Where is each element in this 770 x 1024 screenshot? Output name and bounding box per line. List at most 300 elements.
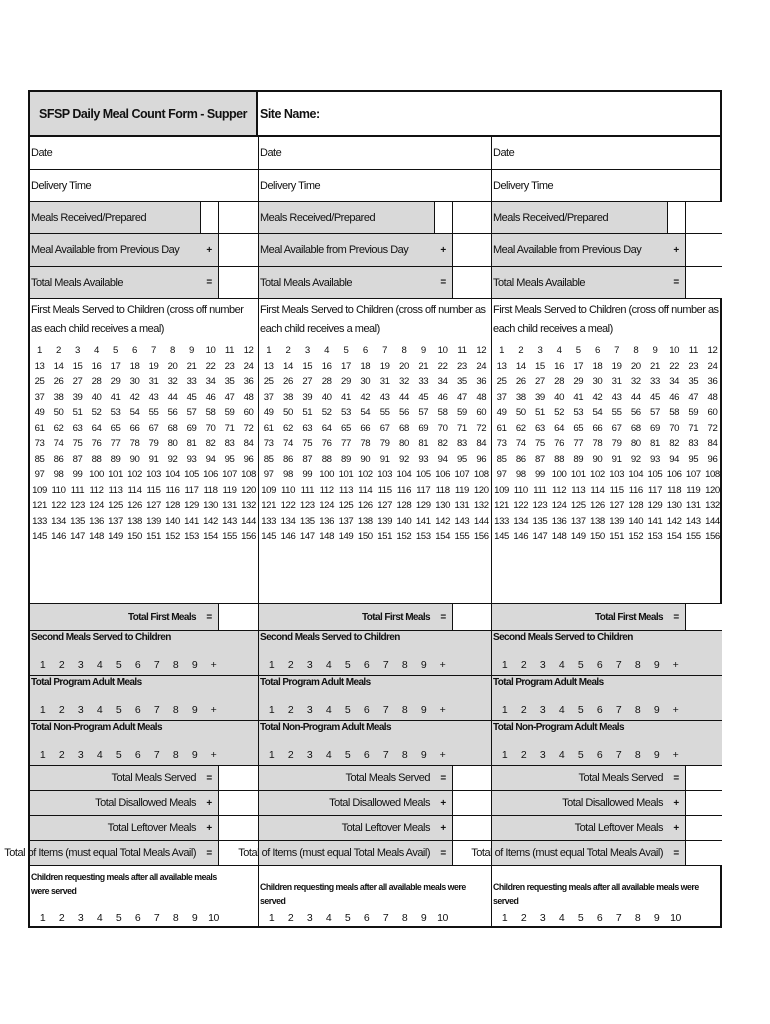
meal-number-cell[interactable]: 132 (241, 500, 256, 512)
count-number[interactable]: 4 (558, 659, 565, 671)
meal-number-cell[interactable]: 53 (573, 407, 584, 419)
meal-number-cell[interactable]: 48 (707, 391, 718, 403)
meal-number-cell[interactable]: 90 (360, 453, 371, 465)
count-number[interactable]: 7 (382, 749, 389, 761)
meal-number-cell[interactable]: 12 (707, 345, 718, 357)
meal-number-cell[interactable]: 97 (496, 469, 507, 481)
count-number[interactable]: 4 (558, 704, 565, 716)
meal-number-cell[interactable]: 145 (494, 531, 509, 543)
meal-number-cell[interactable]: 138 (590, 515, 605, 527)
count-number[interactable]: 2 (520, 659, 527, 671)
meal-number-cell[interactable]: 103 (146, 469, 161, 481)
meal-number-cell[interactable]: 30 (592, 376, 603, 388)
count-number[interactable]: 9 (653, 659, 660, 671)
meal-number-cell[interactable]: 119 (686, 484, 701, 496)
meal-number-cell[interactable]: 84 (707, 438, 718, 450)
meal-number-cell[interactable]: 95 (457, 453, 467, 465)
meal-number-cell[interactable]: 28 (321, 376, 332, 388)
meal-number-cell[interactable]: 132 (473, 500, 489, 512)
meal-number-cell[interactable]: 40 (554, 391, 565, 403)
count-number[interactable]: 7 (153, 912, 160, 924)
meal-number-cell[interactable]: 100 (89, 469, 104, 481)
program-adult-numbers[interactable] (30, 700, 258, 720)
count-number[interactable]: 1 (39, 659, 46, 671)
meal-number-cell[interactable]: 14 (515, 360, 526, 372)
meal-number-cell[interactable]: 66 (360, 422, 371, 434)
meal-number-cell[interactable]: 80 (630, 438, 641, 450)
count-number[interactable]: 8 (172, 704, 179, 716)
count-number[interactable]: 9 (191, 749, 198, 761)
meal-number-cell[interactable]: 52 (554, 407, 565, 419)
count-number[interactable]: 8 (634, 659, 641, 671)
total-served-input[interactable] (218, 766, 258, 790)
meal-number-cell[interactable]: 34 (669, 376, 680, 388)
meal-number-cell[interactable]: 31 (379, 376, 390, 388)
count-number[interactable]: 9 (420, 704, 427, 716)
meal-number-cell[interactable]: 143 (454, 515, 470, 527)
meal-number-cell[interactable]: 118 (667, 484, 682, 496)
meal-number-cell[interactable]: 55 (379, 407, 390, 419)
meal-number-cell[interactable]: 13 (496, 360, 507, 372)
meal-number-cell[interactable]: 81 (418, 438, 429, 450)
meal-number-cell[interactable]: 73 (34, 438, 45, 450)
meal-number-cell[interactable]: 77 (110, 438, 121, 450)
meal-number-cell[interactable]: 33 (418, 376, 429, 388)
count-number[interactable]: 3 (539, 912, 546, 924)
count-number[interactable]: 7 (153, 749, 160, 761)
meal-number-cell[interactable]: 133 (261, 515, 277, 527)
meal-number-cell[interactable]: 28 (554, 376, 565, 388)
meal-number-cell[interactable]: 62 (53, 422, 64, 434)
meal-number-cell[interactable]: 58 (205, 407, 216, 419)
date-row[interactable] (259, 137, 491, 170)
meal-number-cell[interactable]: 143 (222, 515, 237, 527)
meal-number-cell[interactable]: 34 (205, 376, 216, 388)
meal-number-cell[interactable]: 12 (243, 345, 254, 357)
meal-number-cell[interactable]: 139 (146, 515, 161, 527)
meal-number-cell[interactable]: 106 (666, 469, 682, 481)
meal-number-cell[interactable]: 68 (399, 422, 409, 434)
meal-number-cell[interactable]: 137 (338, 515, 354, 527)
meal-number-cell[interactable]: 156 (473, 531, 489, 543)
count-number[interactable]: 9 (653, 749, 660, 761)
meal-number-cell[interactable]: 23 (688, 360, 699, 372)
meal-number-cell[interactable]: 117 (184, 484, 199, 496)
meal-number-cell[interactable]: 33 (650, 376, 660, 388)
count-number[interactable]: 4 (558, 749, 565, 761)
meal-number-cell[interactable]: 88 (91, 453, 102, 465)
date-row[interactable] (492, 137, 722, 170)
meal-number-cell[interactable]: 11 (688, 345, 698, 357)
meal-number-cell[interactable]: 121 (32, 500, 47, 512)
meal-number-cell[interactable]: 151 (609, 531, 625, 543)
meal-number-cell[interactable]: 66 (592, 422, 603, 434)
delivery-time-row[interactable] (30, 170, 258, 202)
count-number[interactable]: 6 (596, 659, 603, 671)
meal-number-cell[interactable]: 111 (300, 484, 315, 496)
meal-number-cell[interactable]: 151 (146, 531, 161, 543)
count-number[interactable]: 2 (58, 659, 65, 671)
count-number[interactable]: 5 (577, 912, 584, 924)
meal-number-cell[interactable]: 71 (224, 422, 235, 434)
meal-number-cell[interactable]: 79 (379, 438, 390, 450)
meal-number-cell[interactable]: 86 (53, 453, 64, 465)
meal-number-cell[interactable]: 16 (91, 360, 102, 372)
meal-number-cell[interactable]: 118 (203, 484, 218, 496)
meal-number-cell[interactable]: 152 (628, 531, 644, 543)
meal-number-cell[interactable]: 7 (614, 345, 620, 357)
meal-number-cell[interactable]: 111 (533, 484, 547, 496)
meal-number-cell[interactable]: 130 (666, 500, 682, 512)
delivery-time-row[interactable] (492, 170, 722, 202)
count-number[interactable]: 1 (501, 659, 508, 671)
meal-number-cell[interactable]: 51 (302, 407, 313, 419)
meal-number-cell[interactable]: 125 (108, 500, 123, 512)
meal-number-cell[interactable]: 52 (91, 407, 102, 419)
meal-number-cell[interactable]: 125 (570, 500, 586, 512)
meal-number-cell[interactable]: 78 (592, 438, 603, 450)
count-number[interactable]: 6 (134, 749, 141, 761)
meal-number-cell[interactable]: 151 (377, 531, 393, 543)
meal-number-cell[interactable]: 63 (534, 422, 545, 434)
meal-number-cell[interactable]: 98 (53, 469, 64, 481)
count-number[interactable]: 8 (401, 749, 408, 761)
meal-number-cell[interactable]: 109 (32, 484, 47, 496)
meal-number-cell[interactable]: 50 (515, 407, 526, 419)
meal-number-cell[interactable]: 10 (669, 345, 680, 357)
meal-number-cell[interactable]: 117 (647, 484, 663, 496)
meal-number-cell[interactable]: 135 (299, 515, 315, 527)
meal-number-cell[interactable]: 122 (280, 500, 296, 512)
meal-number-cell[interactable]: 2 (518, 345, 524, 357)
meal-number-cell[interactable]: 102 (357, 469, 373, 481)
meal-number-cell[interactable]: 11 (457, 345, 467, 357)
meal-number-cell[interactable]: 93 (418, 453, 429, 465)
count-number[interactable]: 5 (115, 912, 122, 924)
meal-number-cell[interactable]: 104 (165, 469, 180, 481)
meal-number-cell[interactable]: 29 (110, 376, 121, 388)
meal-number-cell[interactable]: 38 (53, 391, 64, 403)
meal-number-cell[interactable]: 103 (377, 469, 393, 481)
meal-number-cell[interactable]: 142 (666, 515, 682, 527)
meal-number-cell[interactable]: 92 (630, 453, 641, 465)
meal-number-cell[interactable]: 110 (513, 484, 528, 496)
meal-number-cell[interactable]: 93 (186, 453, 197, 465)
meal-number-cell[interactable]: 16 (554, 360, 565, 372)
meal-number-cell[interactable]: 143 (685, 515, 701, 527)
meal-number-cell[interactable]: 112 (552, 484, 567, 496)
meal-number-cell[interactable]: 142 (435, 515, 451, 527)
count-number[interactable]: 10 (670, 912, 681, 924)
meal-number-cell[interactable]: 89 (573, 453, 584, 465)
meal-number-cell[interactable]: 116 (396, 484, 412, 496)
meal-number-cell[interactable]: 74 (53, 438, 64, 450)
meal-number-cell[interactable]: 92 (399, 453, 409, 465)
meal-number-cell[interactable]: 51 (72, 407, 83, 419)
meal-number-cell[interactable]: 56 (399, 407, 409, 419)
meal-number-cell[interactable]: 43 (611, 391, 622, 403)
meal-number-cell[interactable]: 48 (476, 391, 487, 403)
meal-number-cell[interactable]: 2 (56, 345, 61, 357)
meal-number-cell[interactable]: 78 (129, 438, 140, 450)
count-number[interactable]: 7 (615, 749, 622, 761)
meal-number-cell[interactable]: 70 (669, 422, 680, 434)
meal-number-cell[interactable]: 31 (611, 376, 622, 388)
meal-number-cell[interactable]: 107 (222, 469, 237, 481)
meal-number-cell[interactable]: 145 (32, 531, 47, 543)
meal-number-cell[interactable]: 149 (108, 531, 123, 543)
meal-number-cell[interactable]: 42 (592, 391, 603, 403)
children-requesting-numbers[interactable] (259, 908, 491, 928)
meal-number-cell[interactable]: 106 (435, 469, 451, 481)
meal-number-cell[interactable]: 17 (110, 360, 121, 372)
meal-number-cell[interactable]: 69 (418, 422, 429, 434)
meal-number-cell[interactable]: 59 (224, 407, 235, 419)
meal-number-cell[interactable]: 4 (324, 345, 330, 357)
meal-number-cell[interactable]: 71 (457, 422, 467, 434)
meal-number-cell[interactable]: 78 (360, 438, 371, 450)
meal-number-cell[interactable]: 97 (263, 469, 274, 481)
meal-number-cell[interactable]: 39 (534, 391, 545, 403)
delivery-time-row[interactable] (259, 170, 491, 202)
meal-number-cell[interactable]: 134 (280, 515, 296, 527)
count-number[interactable]: 2 (58, 749, 65, 761)
meal-number-cell[interactable]: 50 (283, 407, 293, 419)
meal-number-cell[interactable]: 148 (89, 531, 104, 543)
meal-number-cell[interactable]: 51 (534, 407, 545, 419)
meal-number-cell[interactable]: 55 (611, 407, 622, 419)
meal-number-cell[interactable]: 95 (688, 453, 699, 465)
meal-number-cell[interactable]: 31 (148, 376, 159, 388)
meal-number-cell[interactable]: 41 (110, 391, 121, 403)
meal-number-cell[interactable]: 59 (457, 407, 467, 419)
meal-number-cell[interactable]: 39 (302, 391, 313, 403)
meals-received-input[interactable] (218, 202, 258, 233)
meal-number-cell[interactable]: 50 (53, 407, 64, 419)
meal-number-cell[interactable]: 42 (129, 391, 140, 403)
meal-number-cell[interactable]: 119 (454, 484, 469, 496)
meal-number-cell[interactable]: 127 (146, 500, 161, 512)
meal-number-cell[interactable]: 72 (243, 422, 254, 434)
meal-number-cell[interactable]: 121 (494, 500, 509, 512)
meal-number-cell[interactable]: 29 (573, 376, 584, 388)
meal-number-cell[interactable]: 18 (129, 360, 140, 372)
meal-number-cell[interactable]: 10 (437, 345, 448, 357)
meal-number-cell[interactable]: 112 (89, 484, 104, 496)
meal-number-cell[interactable]: 22 (437, 360, 448, 372)
meal-number-cell[interactable]: 20 (399, 360, 409, 372)
meal-number-cell[interactable]: 6 (594, 345, 600, 357)
meal-number-cell[interactable]: 76 (91, 438, 102, 450)
meal-number-cell[interactable]: 57 (418, 407, 429, 419)
count-number[interactable]: 5 (344, 704, 351, 716)
meal-number-cell[interactable]: 129 (647, 500, 663, 512)
meal-number-cell[interactable]: 100 (319, 469, 335, 481)
count-number[interactable]: 8 (634, 912, 641, 924)
meal-number-cell[interactable]: 101 (108, 469, 123, 481)
meal-number-cell[interactable]: 147 (70, 531, 85, 543)
meal-number-cell[interactable]: 99 (72, 469, 83, 481)
meal-number-cell[interactable]: 67 (148, 422, 159, 434)
meal-number-cell[interactable]: 145 (261, 531, 277, 543)
meal-number-cell[interactable]: 124 (551, 500, 567, 512)
children-requesting-numbers[interactable] (492, 908, 722, 928)
meal-number-cell[interactable]: 32 (630, 376, 641, 388)
meal-number-cell[interactable]: 53 (110, 407, 121, 419)
program-adult-numbers[interactable] (492, 700, 722, 720)
meal-number-cell[interactable]: 73 (496, 438, 507, 450)
count-number[interactable]: 8 (172, 659, 179, 671)
meal-number-cell[interactable]: 46 (669, 391, 680, 403)
total-disallowed-input[interactable] (452, 791, 491, 815)
meal-number-cell[interactable]: 115 (377, 484, 392, 496)
meal-number-cell[interactable]: 141 (647, 515, 663, 527)
meal-number-cell[interactable]: 14 (283, 360, 293, 372)
meal-number-cell[interactable]: 132 (705, 500, 720, 512)
meal-number-cell[interactable]: 97 (34, 469, 45, 481)
meal-number-cell[interactable]: 57 (186, 407, 197, 419)
meal-number-cell[interactable]: 126 (357, 500, 373, 512)
count-number[interactable]: 8 (401, 912, 408, 924)
meal-number-cell[interactable]: 91 (148, 453, 159, 465)
meal-number-cell[interactable]: 99 (302, 469, 313, 481)
meal-number-cell[interactable]: 135 (532, 515, 548, 527)
meal-number-cell[interactable]: 32 (167, 376, 178, 388)
meal-number-cell[interactable]: 108 (705, 469, 720, 481)
meal-number-cell[interactable]: 147 (299, 531, 315, 543)
meal-number-cell[interactable]: 84 (476, 438, 487, 450)
meal-number-cell[interactable]: 87 (534, 453, 545, 465)
meal-number-cell[interactable]: 60 (476, 407, 487, 419)
meal-number-cell[interactable]: 5 (113, 345, 118, 357)
meal-number-cell[interactable]: 88 (554, 453, 565, 465)
count-number[interactable]: 7 (382, 912, 389, 924)
meal-number-cell[interactable]: 44 (399, 391, 409, 403)
meal-number-cell[interactable]: 9 (189, 345, 194, 357)
meal-number-cell[interactable]: 104 (628, 469, 644, 481)
meal-number-cell[interactable]: 83 (224, 438, 235, 450)
meal-number-cell[interactable]: 67 (379, 422, 390, 434)
meal-number-cell[interactable]: 85 (263, 453, 274, 465)
count-number[interactable]: 2 (520, 749, 527, 761)
meal-number-cell[interactable]: 141 (415, 515, 431, 527)
meal-number-cell[interactable]: 102 (127, 469, 142, 481)
meal-number-cell[interactable]: 44 (630, 391, 641, 403)
meal-number-cell[interactable]: 18 (592, 360, 603, 372)
meal-number-cell[interactable]: 57 (650, 407, 660, 419)
meal-number-cell[interactable]: 26 (515, 376, 526, 388)
meal-number-cell[interactable]: 98 (515, 469, 526, 481)
meal-number-cell[interactable]: 141 (184, 515, 199, 527)
meal-number-cell[interactable]: 48 (243, 391, 254, 403)
meal-number-cell[interactable]: 18 (360, 360, 371, 372)
meal-number-cell[interactable]: 46 (437, 391, 448, 403)
meal-number-cell[interactable]: 126 (590, 500, 605, 512)
meal-number-cell[interactable]: 74 (283, 438, 293, 450)
meal-number-cell[interactable]: 130 (435, 500, 451, 512)
count-number[interactable]: 5 (344, 912, 351, 924)
meal-number-cell[interactable]: 3 (537, 345, 543, 357)
meal-number-cell[interactable]: 114 (590, 484, 605, 496)
meal-number-cell[interactable]: 61 (263, 422, 274, 434)
count-number[interactable]: 4 (96, 659, 103, 671)
meal-number-cell[interactable]: 72 (476, 422, 487, 434)
meal-number-cell[interactable]: 55 (148, 407, 159, 419)
meal-number-cell[interactable]: 82 (205, 438, 216, 450)
meal-number-cell[interactable]: 9 (420, 345, 426, 357)
count-number[interactable]: 2 (287, 912, 294, 924)
count-number[interactable]: 7 (382, 704, 389, 716)
meal-number-cell[interactable]: 79 (611, 438, 622, 450)
meal-number-cell[interactable]: 65 (573, 422, 584, 434)
meal-number-cell[interactable]: 113 (571, 484, 586, 496)
meal-number-cell[interactable]: 75 (72, 438, 83, 450)
count-number[interactable]: 1 (268, 749, 275, 761)
count-number[interactable]: 1 (268, 912, 275, 924)
count-number[interactable]: 2 (287, 659, 294, 671)
meal-number-cell[interactable]: 120 (473, 484, 489, 496)
count-number[interactable]: 5 (344, 659, 351, 671)
count-number[interactable]: 4 (558, 912, 565, 924)
meal-number-cell[interactable]: 119 (222, 484, 237, 496)
meal-number-cell[interactable]: 35 (224, 376, 235, 388)
meal-number-cell[interactable]: 131 (454, 500, 470, 512)
date-row[interactable] (30, 137, 258, 170)
meal-number-cell[interactable]: 1 (499, 345, 505, 357)
meal-number-cell[interactable]: 126 (127, 500, 142, 512)
meal-number-cell[interactable]: 20 (167, 360, 178, 372)
total-leftover-input[interactable] (452, 816, 491, 840)
meal-number-cell[interactable]: 16 (321, 360, 332, 372)
meal-number-cell[interactable]: 46 (205, 391, 216, 403)
meal-number-cell[interactable]: 140 (396, 515, 412, 527)
meal-number-cell[interactable]: 139 (377, 515, 393, 527)
count-number[interactable]: 1 (268, 659, 275, 671)
meal-number-cell[interactable]: 116 (628, 484, 643, 496)
meal-number-cell[interactable]: 63 (72, 422, 83, 434)
count-number[interactable]: 10 (208, 912, 219, 924)
meal-number-cell[interactable]: 66 (129, 422, 140, 434)
count-number[interactable]: 3 (77, 659, 84, 671)
meal-number-cell[interactable]: 37 (263, 391, 274, 403)
meal-number-cell[interactable]: 12 (476, 345, 487, 357)
meal-number-cell[interactable]: 37 (34, 391, 45, 403)
meal-number-cell[interactable]: 110 (280, 484, 296, 496)
meal-number-cell[interactable]: 152 (165, 531, 180, 543)
meal-number-cell[interactable]: 94 (669, 453, 680, 465)
count-number[interactable]: 9 (653, 704, 660, 716)
count-number[interactable]: 4 (325, 659, 332, 671)
meal-number-cell[interactable]: 27 (72, 376, 83, 388)
count-number[interactable]: 9 (653, 912, 660, 924)
meal-number-cell[interactable]: 105 (184, 469, 199, 481)
meal-number-cell[interactable]: 4 (556, 345, 562, 357)
meal-number-cell[interactable]: 144 (473, 515, 489, 527)
count-number[interactable]: 4 (325, 912, 332, 924)
count-number[interactable]: 3 (306, 704, 313, 716)
count-number[interactable]: 9 (191, 659, 198, 671)
meal-number-cell[interactable]: 129 (415, 500, 431, 512)
meal-number-cell[interactable]: 109 (261, 484, 277, 496)
meal-number-cell[interactable]: 4 (94, 345, 99, 357)
meal-number-cell[interactable]: 125 (338, 500, 354, 512)
meal-number-cell[interactable]: 70 (437, 422, 448, 434)
meal-number-cell[interactable]: 89 (110, 453, 121, 465)
meal-number-cell[interactable]: 69 (650, 422, 660, 434)
count-number[interactable]: 6 (363, 704, 370, 716)
count-number[interactable]: 6 (134, 659, 141, 671)
count-number[interactable]: 8 (401, 704, 408, 716)
